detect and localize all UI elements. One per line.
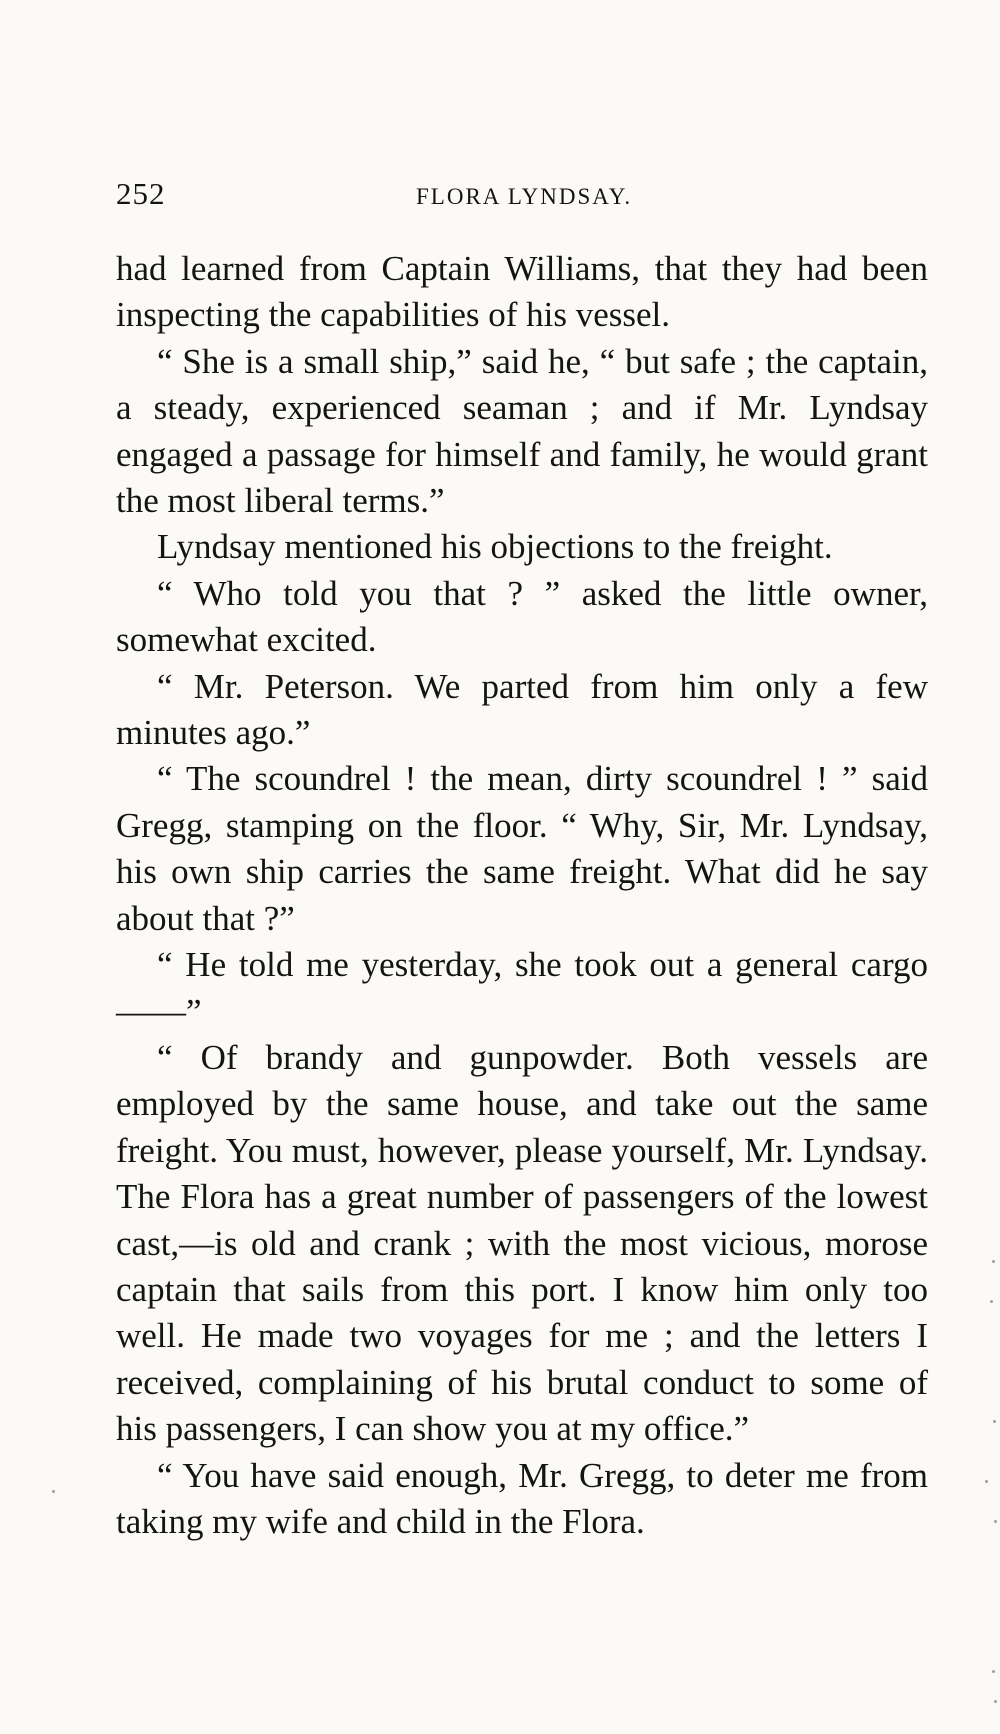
body-text xyxy=(116,246,928,1545)
page-number: 252 xyxy=(116,176,166,211)
paragraph: “ The scoundrel ! the mean, dirty scoundrel ! ” said Gregg, stamping on the floor. “ Why, Sir, Mr. Lyndsay, his own ship carries the same freight. What did he say about that ?” xyxy=(116,759,928,938)
paragraph: “ Of brandy and gunpowder. Both vessels are employed by the same house, and take out the same freight. You must, however, please yourself, Mr. Lyndsay. The Flora has a great number of passengers of the lowest cast,—is old and crank ; with the most vicious, morose captain that sails from this port. I know him only too well. He made two voyages for me ; and the letters I received, complaining of his brutal conduct to some of his passengers, I can show you at my office.” xyxy=(116,1037,928,1449)
scan-speck xyxy=(993,1420,996,1423)
running-title: FLORA LYNDSAY. xyxy=(416,184,633,209)
paragraph: “ Mr. Peterson. We parted from him only a few minutes ago.” xyxy=(116,666,928,753)
paragraph: “ She is a small ship,” said he, “ but safe ; the captain, a steady, experienced seaman ; and if Mr. Lyndsay engaged a passage for himself and family, he would grant the most liberal terms.” xyxy=(116,341,928,521)
paragraph: Lyndsay mentioned his objections to the freight. xyxy=(157,527,833,567)
scan-speck xyxy=(52,1490,55,1493)
scan-speck xyxy=(985,1480,988,1483)
paragraph: “ Who told you that ? ” asked the little owner, somewhat excited. xyxy=(116,573,928,660)
paragraph: “ He told me yesterday, she took out a general cargo——” xyxy=(116,945,928,1031)
paragraph: “ You have said enough, Mr. Gregg, to deter me from taking my wife and child in the Flora. xyxy=(116,1455,928,1541)
paragraph: had learned from Captain Williams, that they had been inspecting the capabilities of his vessel. xyxy=(116,249,928,335)
page-header xyxy=(116,176,922,216)
scan-speck xyxy=(994,1520,997,1523)
scan-speck xyxy=(992,1260,995,1263)
scan-speck xyxy=(992,1670,995,1673)
scan-speck xyxy=(994,1700,997,1703)
scan-speck xyxy=(990,1300,993,1303)
